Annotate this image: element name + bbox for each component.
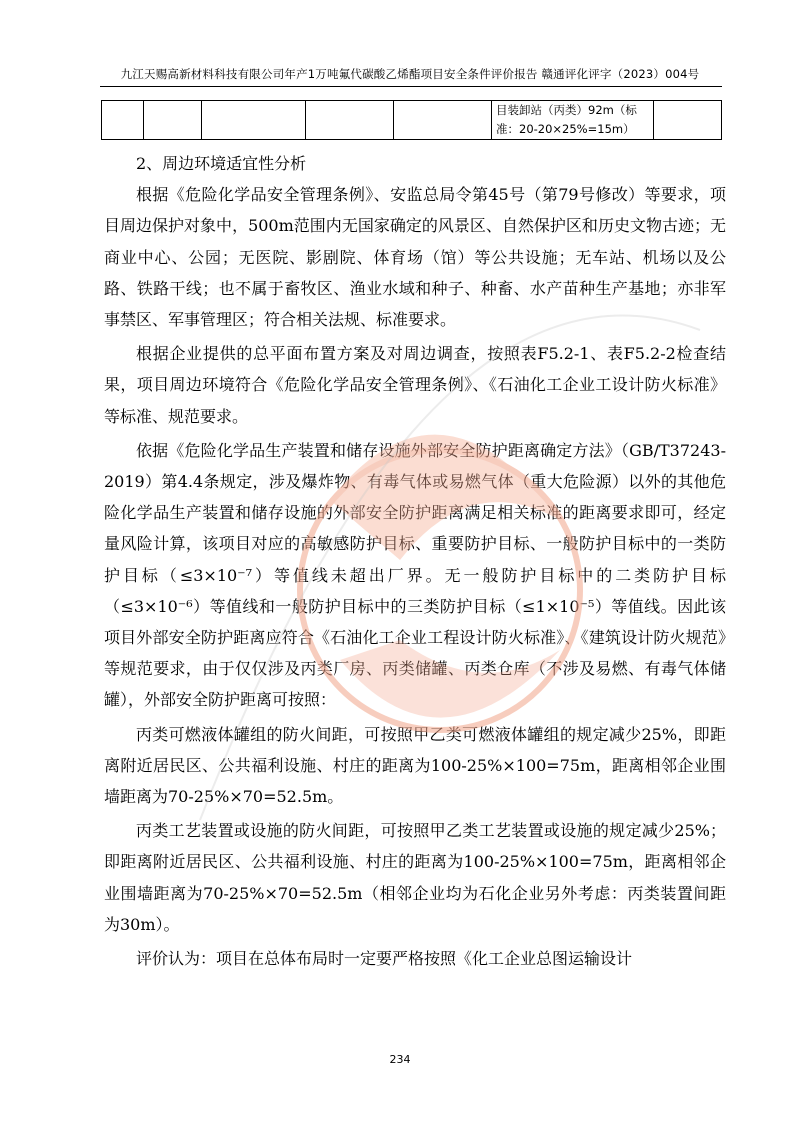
- table-fragment: [101, 100, 722, 140]
- paragraph: 丙类可燃液体罐组的防火间距，可按照甲乙类可燃液体罐组的规定减少25%，即距离附近居民区、公共福利设施、村庄的距离为100-25%×100=75m，距离相邻企业围墙距离为70-25%×70=52.5m。: [104, 724, 726, 807]
- table-cell: [492, 101, 654, 140]
- paragraph: 丙类工艺装置或设施的防火间距，可按照甲乙类工艺装置或设施的规定减少25%；即距离附近居民区、公共福利设施、村庄的距离为100-25%×100=75m，距离相邻企业围墙距离为70-25%×70=52.5m（相邻企业均为石化企业另外考虑：丙类装置间距为30m）。: [104, 821, 726, 934]
- paragraph: 评价认为：项目在总体布局时一定要严格按照《化工企业总图运输设计: [136, 949, 633, 969]
- page-number: 234: [389, 1053, 411, 1066]
- header-rule: [100, 86, 722, 87]
- table-cell: [102, 101, 144, 140]
- page-header: 九江天赐高新材料科技有限公司年产1万吨氟代碳酸乙烯酯项目安全条件评价报告 赣通评化评字（2023）004号: [120, 67, 700, 81]
- table-cell: [654, 101, 722, 140]
- cell-text-line: 准：20-20×25%=15m）: [496, 122, 635, 136]
- body-text: [104, 148, 726, 974]
- paragraph: 根据企业提供的总平面布置方案及对周边调查，按照表F5.2-1、表F5.2-2检查结果，项目周边环境符合《危险化学品安全管理条例》、《石油化工企业工设计防火标准》等标准、规范要求。: [104, 344, 726, 426]
- table-cell: [202, 101, 306, 140]
- section-heading: 2、周边环境适宜性分析: [136, 154, 307, 173]
- table-cell: [144, 101, 202, 140]
- table-cell: [306, 101, 394, 140]
- table-row: [102, 101, 722, 140]
- paragraph: 依据《危险化学品生产装置和储存设施外部安全防护距离确定方法》（GB/T37243-2019）第4.4条规定，涉及爆炸物、有毒气体或易燃气体（重大危险源）以外的其他危险化学品生产装置和储存设施的外部安全防护距离满足相关标准的距离要求即可，经定量风险计算，该项目对应的高敏感防护目标、重要防护目标、一般防护目标中的一类防护目标（≤3×10⁻⁷）等值线未超出厂界。无一般防护目标中的二类防护目标（≤3×10⁻⁶）等值线和一般防护目标中的三类防护目标（≤1×10⁻⁵）等值线。因此该项目外部安全防护距离应符合《石油化工企业工程设计防火标准》、《建筑设计防火规范》等规范要求，由于仅仅涉及丙类厂房、丙类储罐、丙类仓库（不涉及易燃、有毒气体储罐），外部安全防护距离可按照：: [104, 440, 726, 710]
- paragraph: 根据《危险化学品安全管理条例》、安监总局令第45号（第79号修改）等要求，项目周边保护对象中，500m范围内无国家确定的风景区、自然保护区和历史文物古迹；无商业中心、公园；无医院、影剧院、体育场（馆）等公共设施；无车站、机场以及公路、铁路干线；也不属于畜牧区、渔业水域和种子、种畜、水产苗种生产基地；亦非军事禁区、军事管理区；符合相关法规、标准要求。: [104, 185, 726, 330]
- cell-text-line: 目装卸站（丙类）92m（标: [496, 103, 637, 117]
- table-cell: [394, 101, 492, 140]
